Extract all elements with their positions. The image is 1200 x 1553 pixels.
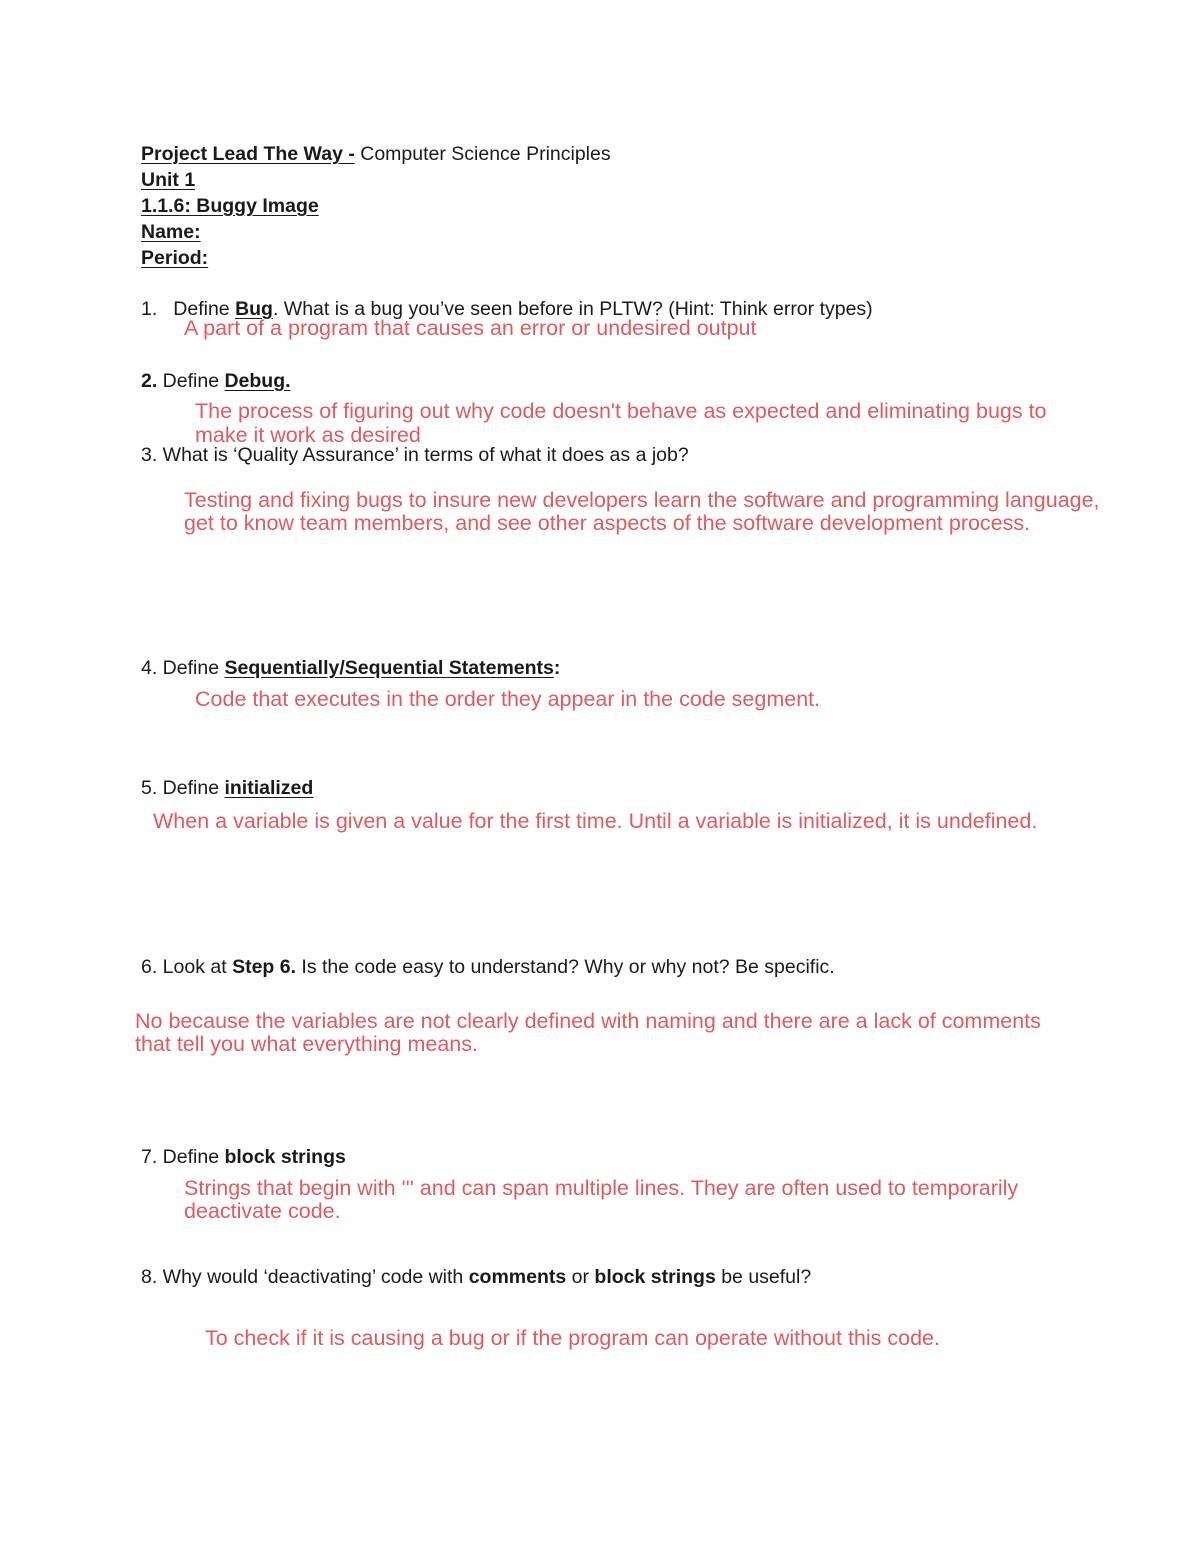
term-block-strings: block strings [224, 1146, 346, 1168]
answer-5: When a variable is given a value for the first time. Until a variable is initialized, it is undefined. [153, 809, 1038, 833]
name-label: Name: [141, 221, 201, 243]
course-name: Computer Science Principles [354, 143, 611, 165]
term-block-strings-2: block strings [594, 1266, 716, 1288]
course-title [141, 142, 611, 166]
question-7: 7. Define block strings [141, 1146, 346, 1168]
question-6: 6. Look at Step 6. Is the code easy to understand? Why or why not? Be specific. [141, 956, 835, 978]
answer-7-line-1: Strings that begin with ''' and can span multiple lines. They are often used to temporarily [184, 1176, 1019, 1200]
answer-2-line-1: The process of figuring out why code doesn't behave as expected and eliminating bugs to [195, 399, 1047, 423]
answer-6-line-1: No because the variables are not clearly defined with naming and there are a lack of comments [135, 1009, 1041, 1033]
unit-heading: Unit 1 [141, 169, 196, 191]
term-comments: comments [468, 1266, 567, 1288]
answer-4: Code that executes in the order they appear in the code segment. [195, 687, 821, 711]
answer-7-line-2: deactivate code. [184, 1199, 341, 1223]
question-1: 1. Define Bug. What is a bug you’ve seen before in PLTW? (Hint: Think error types) [141, 298, 873, 320]
question-4: 4. Define Sequentially/Sequential Statements: [141, 657, 561, 679]
answer-3-line-1: Testing and fixing bugs to insure new developers learn the software and programming language, [184, 488, 1100, 512]
answer-8: To check if it is causing a bug or if the program can operate without this code. [205, 1326, 940, 1350]
answer-3-line-2: get to know team members, and see other aspects of the software development process. [184, 511, 1031, 535]
answer-6-line-2: that tell you what everything means. [135, 1032, 478, 1056]
term-debug: Debug. [224, 370, 291, 392]
term-initialized: initialized [224, 777, 314, 799]
term-sequential: Sequentially/Sequential Statements [224, 657, 554, 679]
term-bug: Bug [235, 298, 273, 320]
question-5: 5. Define initialized [141, 777, 314, 799]
question-3: 3. What is ‘Quality Assurance’ in terms of what it does as a job? [141, 444, 689, 466]
term-step-6: Step 6. [232, 956, 297, 978]
question-2: 2. Define Debug. [141, 370, 291, 392]
period-label: Period: [141, 247, 209, 269]
question-2-number: 2. [141, 370, 158, 392]
course-prefix: Project Lead The Way - [141, 143, 355, 165]
lesson-heading: 1.1.6: Buggy Image [141, 195, 319, 217]
answer-1: A part of a program that causes an error or undesired output [184, 316, 757, 340]
question-8: 8. Why would ‘deactivating’ code with comments or block strings be useful? [141, 1266, 812, 1288]
answer-2-line-2: make it work as desired [195, 423, 421, 447]
question-1-number: 1. [141, 298, 158, 320]
